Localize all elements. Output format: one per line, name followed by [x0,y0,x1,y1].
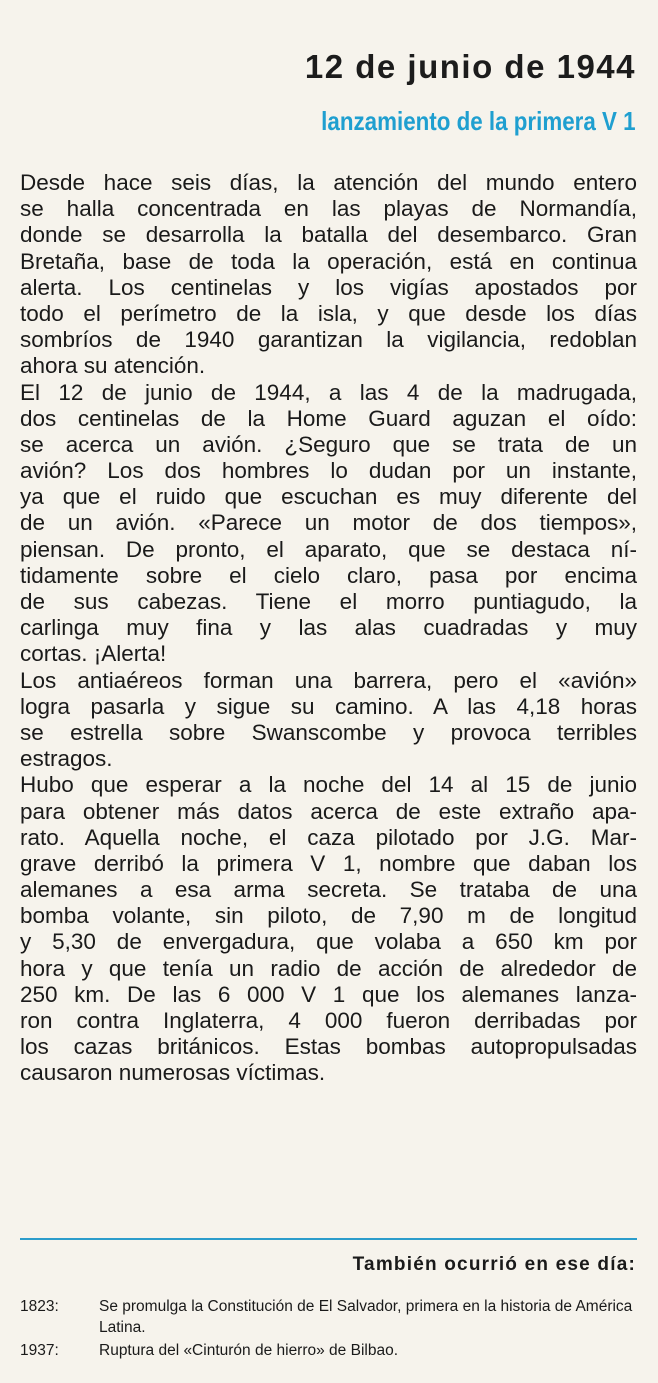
body-line: cortas. ¡Alerta! [20,641,167,667]
page-subtitle: lanzamiento de la primera V 1 [321,106,636,136]
event-description: Ruptura del «Cinturón de hierro» de Bilbao. [99,1342,398,1359]
body-line: 250 km. De las 6 000 V 1 que los alemanes lanza- [20,981,637,1007]
body-line: todo el perímetro de la isla, y que desde los días [20,300,637,326]
body-line: los cazas británicos. Estas bombas autopropulsadas [20,1034,637,1060]
body-line: Los antiaéreos forman una barrera, pero el «avión» [20,667,637,693]
body-line: El 12 de junio de 1944, a las 4 de la madrugada, [20,379,637,405]
body-line: grave derribó la primera V 1, nombre que daban los [20,850,637,876]
body-line: logra pasarla y sigue su camino. A las 4,18 horas [20,693,637,719]
events-list [20,1296,640,1363]
body-line: carlinga muy fina y las alas cuadradas y muy [20,615,637,641]
body-line: piensan. De pronto, el aparato, que se destaca ní- [20,536,637,562]
body-line: ahora su atención. [20,353,206,379]
body-line: alerta. Los centinelas y los vigías apostados por [20,274,637,300]
event-year: 1937: [20,1342,59,1359]
list-item [20,1340,640,1361]
body-line: hora y que tenía un radio de acción de alrededor de [20,955,637,981]
body-line: avión? Los dos hombres lo dudan por un instante, [20,458,637,484]
event-year: 1823: [20,1298,59,1315]
body-line: se estrella sobre Swanscombe y provoca terribles [20,719,637,745]
body-line: Hubo que esperar a la noche del 14 al 15 de junio [20,772,637,798]
also-happened-heading: También ocurrió en ese día: [352,1254,636,1275]
body-line: de un avión. «Parece un motor de dos tiempos», [20,510,637,536]
page-title: 12 de junio de 1944 [304,48,636,85]
list-item [20,1296,640,1338]
body-line: ya que el ruido que escuchan es muy diferente del [20,484,637,510]
body-line: Desde hace seis días, la atención del mundo entero [20,170,637,195]
article-body [20,170,637,1087]
body-line: tidamente sobre el cielo claro, pasa por encima [20,562,637,588]
body-line: sombríos de 1940 garantizan la vigilancia, redoblan [20,327,637,353]
body-line: dos centinelas de la Home Guard aguzan el oído: [20,405,637,431]
body-line: Bretaña, base de toda la operación, está en continua [20,248,637,274]
body-line: y 5,30 de envergadura, que volaba a 650 km por [20,929,637,955]
body-line: se halla concentrada en las playas de Normandía, [20,196,637,222]
body-line: alemanes a esa arma secreta. Se trataba de una [20,877,637,903]
body-line: ron contra Inglaterra, 4 000 fueron derribadas por [20,1008,637,1033]
body-line: se acerca un avión. ¿Seguro que se trata de un [20,431,637,457]
body-line: para obtener más datos acerca de este extraño apa- [20,798,637,824]
body-line: bomba volante, sin piloto, de 7,90 m de longitud [20,903,637,929]
body-line: causaron numerosas víctimas. [20,1060,326,1086]
body-line: rato. Aquella noche, el caza pilotado por J.G. Mar- [20,824,637,850]
body-line: estragos. [20,746,113,772]
section-divider [20,1238,637,1240]
body-line: de sus cabezas. Tiene el morro puntiagudo, la [20,589,637,614]
event-description: Se promulga la Constitución de El Salvador, primera en la historia de América Latina. [99,1298,633,1336]
body-line: donde se desarrolla la batalla del desembarco. Gran [20,222,637,248]
